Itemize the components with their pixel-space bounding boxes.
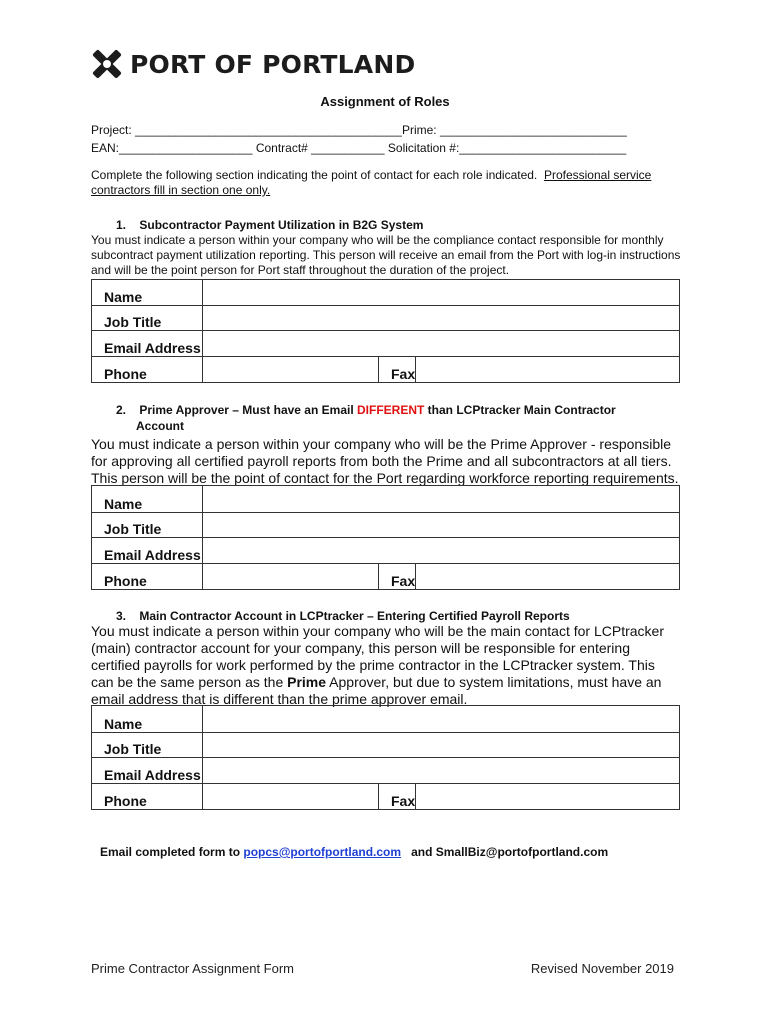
email-label: Email Address bbox=[92, 758, 203, 784]
org-name: PORT OF PORTLAND bbox=[130, 49, 416, 79]
phone-label: Phone bbox=[92, 357, 203, 383]
name-field[interactable] bbox=[203, 486, 680, 513]
name-field[interactable] bbox=[203, 280, 680, 306]
project-prime-line[interactable]: Project: ________________________________________Prime: ____________________________ bbox=[91, 123, 627, 137]
fax-field[interactable] bbox=[416, 784, 680, 810]
submit-prefix: Email completed form to bbox=[100, 845, 244, 859]
submit-suffix: and SmallBiz@portofportland.com bbox=[411, 845, 609, 859]
section-3-table bbox=[91, 705, 680, 810]
submit-instructions bbox=[100, 845, 608, 859]
section-3-number: 3. bbox=[116, 609, 127, 623]
job-title-field[interactable] bbox=[203, 733, 680, 758]
form-name: Prime Contractor Assignment Form bbox=[91, 961, 295, 976]
section-1-heading bbox=[116, 218, 423, 232]
fax-label: Fax bbox=[379, 564, 416, 590]
section-2-number: 2. bbox=[116, 403, 127, 417]
email-field[interactable] bbox=[203, 758, 680, 784]
section-3-body-a: You must indicate a person within your company who will be the main contact for LCPtracker (main) contractor account for your company, this person will be responsible for entering certified payrolls for work performed by the prime contractor in the LCPtracker system. This can be the same person as the bbox=[91, 623, 664, 690]
fax-label: Fax bbox=[379, 784, 416, 810]
intro-paragraph bbox=[91, 168, 691, 198]
job-title-label: Job Title bbox=[92, 733, 203, 758]
fax-field[interactable] bbox=[416, 564, 680, 590]
section-1-number: 1. bbox=[116, 218, 127, 232]
ean-contract-line[interactable]: EAN:____________________ Contract# ___________ Solicitation #:_________________________ bbox=[91, 141, 627, 155]
section-1-table bbox=[91, 279, 680, 383]
name-label: Name bbox=[92, 706, 203, 733]
email-field[interactable] bbox=[203, 331, 680, 357]
intro-note: Professional service contractors fill in section one only. bbox=[91, 168, 652, 197]
job-title-field[interactable] bbox=[203, 306, 680, 331]
name-field[interactable] bbox=[203, 706, 680, 733]
section-2-title-red: DIFFERENT bbox=[357, 403, 425, 417]
section-2-title-a: Prime Approver – Must have an Email bbox=[139, 403, 357, 417]
name-label: Name bbox=[92, 280, 203, 306]
email-label: Email Address bbox=[92, 331, 203, 357]
job-title-label: Job Title bbox=[92, 513, 203, 538]
section-2-title-b: than LCPtracker Main Contractor bbox=[424, 403, 616, 417]
phone-field[interactable] bbox=[203, 784, 379, 810]
email-link[interactable]: popcs@portofportland.com bbox=[243, 845, 402, 859]
page-title: Assignment of Roles bbox=[320, 94, 450, 109]
phone-field[interactable] bbox=[203, 357, 379, 383]
section-2-heading bbox=[116, 403, 616, 417]
email-field[interactable] bbox=[203, 538, 680, 564]
phone-label: Phone bbox=[92, 564, 203, 590]
section-2-table bbox=[91, 485, 680, 590]
section-1-title: Subcontractor Payment Utilization in B2G System bbox=[139, 218, 424, 232]
email-label: Email Address bbox=[92, 538, 203, 564]
section-3-body-b: Approver, but due to system limitations, must have an email address that is different than the prime approver email. bbox=[91, 674, 662, 707]
job-title-field[interactable] bbox=[203, 513, 680, 538]
section-1-body: You must indicate a person within your company who will be the compliance contact responsible for monthly subcontract payment utilization reporting. This person will receive an email from the Port with log-in instructions and will be the point person for Port staff throughout the duration of the project. bbox=[91, 233, 681, 277]
phone-field[interactable] bbox=[203, 564, 379, 590]
revised-date: Revised November 2019 bbox=[530, 961, 674, 976]
port-logo-icon bbox=[90, 47, 124, 81]
section-3-heading bbox=[116, 609, 570, 623]
section-3-body bbox=[91, 623, 676, 708]
name-label: Name bbox=[92, 486, 203, 513]
job-title-label: Job Title bbox=[92, 306, 203, 331]
header-logo bbox=[90, 46, 415, 82]
section-2-body: You must indicate a person within your company who will be the Prime Approver - responsible for approving all certified payroll reports from both the Prime and all subcontractors at all tiers. This person will be the point of contact for the Port regarding workforce reporting requirements. bbox=[91, 436, 679, 486]
intro-text: Complete the following section indicating the point of contact for each role indicated. bbox=[91, 168, 538, 182]
section-3-body-bold: Prime bbox=[287, 674, 327, 690]
fax-label: Fax bbox=[379, 357, 416, 383]
section-2-heading-cont: Account bbox=[136, 419, 184, 433]
phone-label: Phone bbox=[92, 784, 203, 810]
fax-field[interactable] bbox=[416, 357, 680, 383]
section-3-title: Main Contractor Account in LCPtracker – Entering Certified Payroll Reports bbox=[139, 609, 570, 623]
